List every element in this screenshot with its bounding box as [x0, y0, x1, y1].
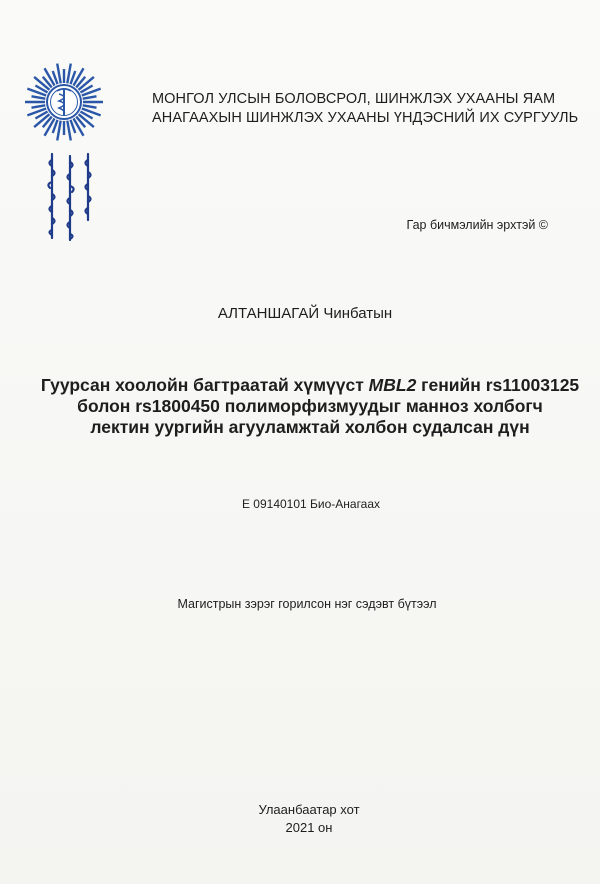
thesis-title [0, 375, 600, 438]
place-and-year [0, 801, 600, 837]
gene-name: MBL2 [368, 375, 417, 395]
mongolian-script-logo [40, 150, 102, 245]
emblem-ray [67, 64, 70, 84]
program-code: E 09140101 Био-Анагаах [241, 497, 381, 511]
university-emblem-icon [24, 62, 104, 142]
title-line-1-end: генийн rs11003125 [416, 375, 580, 395]
ministry-line: МОНГОЛ УЛСЫН БОЛОВСРОЛ, ШИНЖЛЭХ УХААНЫ ЯАМ [152, 91, 556, 107]
author-name: АЛТАНШАГАЙ Чинбатын [217, 305, 393, 322]
emblem-ray [32, 105, 46, 107]
year: 2021 он [285, 820, 333, 835]
title-line-1 [20, 375, 600, 396]
city: Улаанбаатар хот [258, 802, 360, 817]
university-line: АНАГААХЫН ШИНЖЛЭХ УХААНЫ ҮНДЭСНИЙ ИХ СУРГУУЛЬ [152, 110, 579, 126]
emblem-ray [67, 121, 70, 141]
degree-statement: Магистрын зэрэг горилсон нэг сэдэвт бүтээл [177, 597, 437, 611]
emblem-ray [83, 96, 97, 98]
title-line-2: болон rs1800450 полиморфизмуудыг манноз холбогч [77, 396, 543, 416]
emblem-ray [32, 96, 46, 98]
title-line-3: лектин уургийн агууламжтай холбон судалсан дүн [90, 417, 530, 437]
institution-name [152, 90, 579, 128]
copyright-notice: Гар бичмэлийн эрхтэй © [406, 218, 548, 232]
emblem-ray [57, 64, 60, 84]
emblem-ray [83, 105, 97, 107]
emblem-ray [57, 121, 60, 141]
title-line-1-start: Гуурсан хоолойн багтраатай хүмүүст [40, 375, 369, 395]
